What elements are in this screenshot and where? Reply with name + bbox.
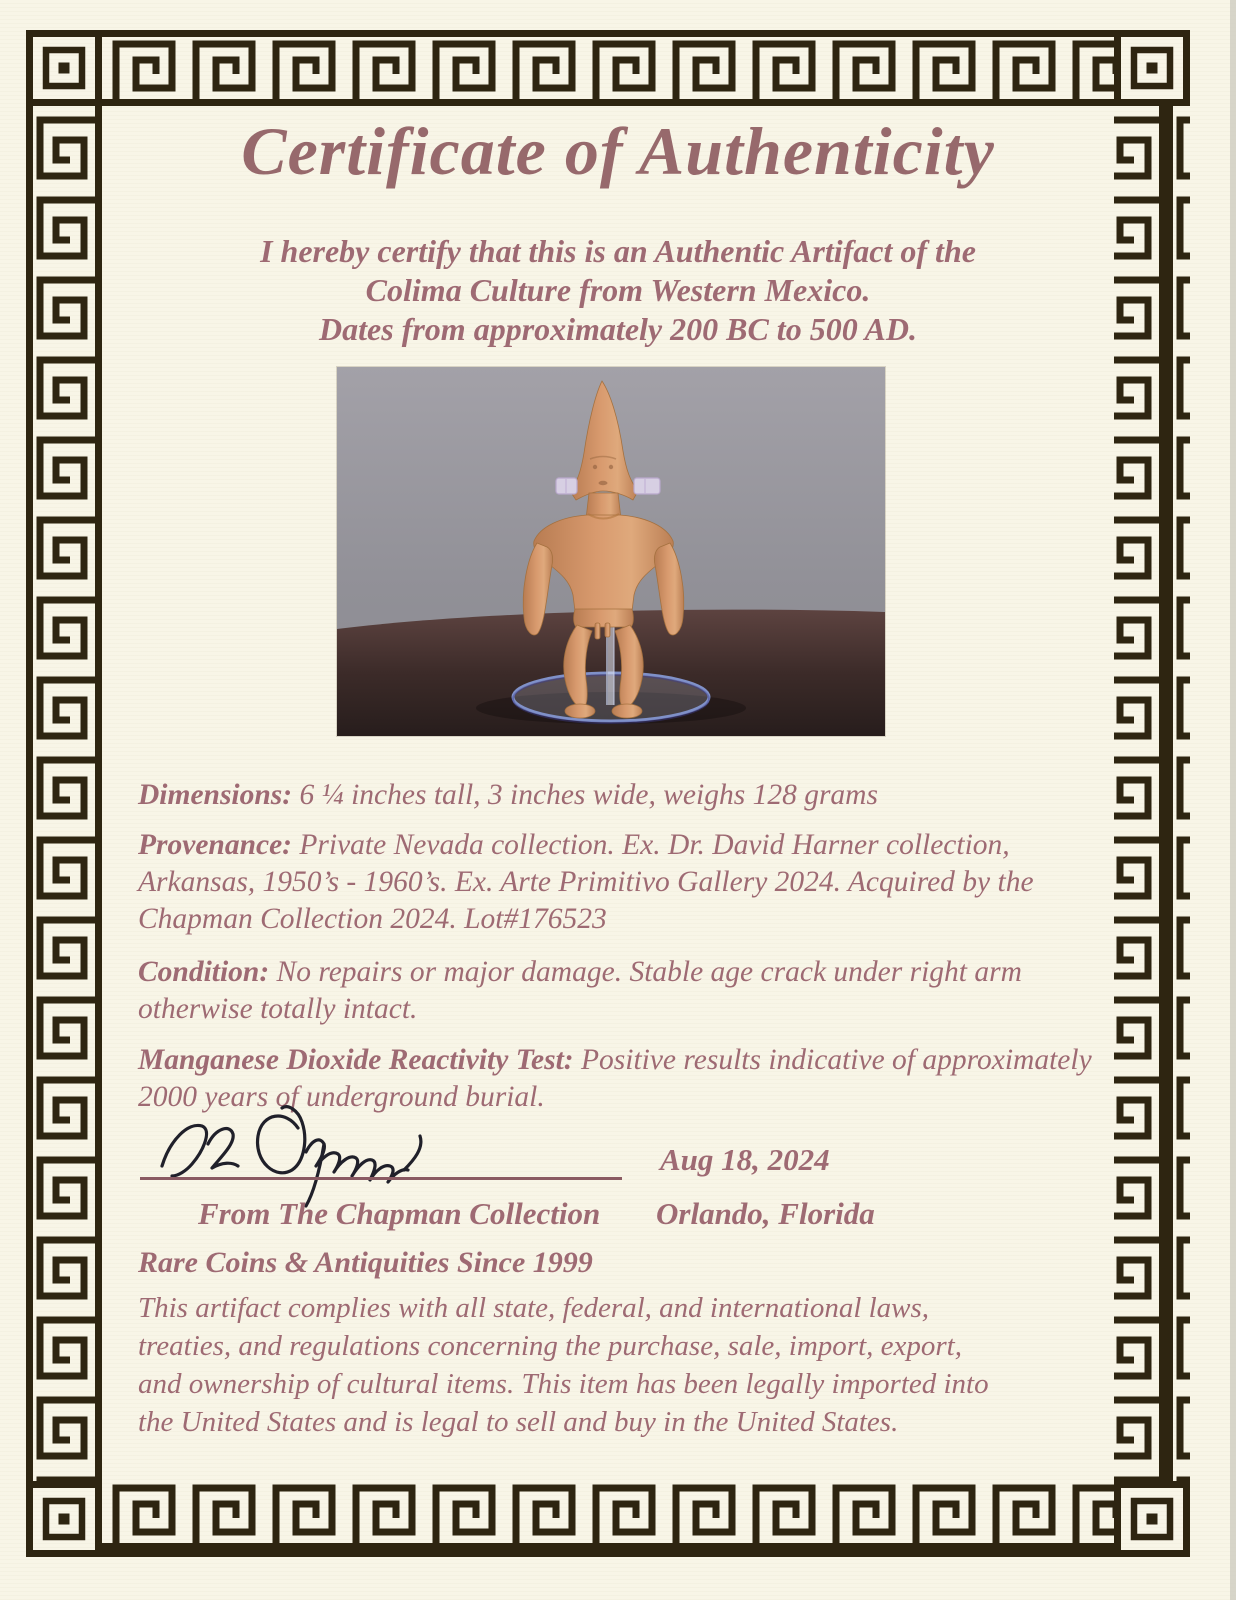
- statement-line-1: I hereby certify that this is an Authentic Artifact of the: [260, 233, 976, 269]
- manganese-test-label: Manganese Dioxide Reactivity Test:: [138, 1043, 574, 1076]
- artifact-photo: [337, 367, 885, 736]
- certificate-title: Certificate of Authenticity: [241, 113, 995, 189]
- signature-location: Orlando, Florida: [656, 1196, 875, 1231]
- signature-from: From The Chapman Collection: [198, 1196, 601, 1231]
- provenance-label: Provenance:: [138, 828, 293, 861]
- condition-label: Condition:: [138, 955, 270, 988]
- section-condition: [138, 954, 1113, 1028]
- manganese-test-text: Positive results indicative of approximately 2000 years of underground burial.: [138, 1043, 1092, 1113]
- signature-line: [140, 1177, 622, 1180]
- provenance-text: Private Nevada collection. Ex. Dr. David Harner collection, Arkansas, 1950’s - 1960’s. Ex. Arte Primitivo Gallery 2024. Acquired by the Chapman Collection 2024. Lot#176523: [138, 828, 1034, 935]
- dimensions-text: 6 ¼ inches tall, 3 inches wide, weighs 128 grams: [292, 778, 878, 811]
- company-tagline: Rare Coins & Antiquities Since 1999: [138, 1246, 593, 1279]
- certification-statement: [0, 232, 1236, 349]
- statement-line-2: Colima Culture from Western Mexico.: [365, 272, 871, 308]
- scan-edge-artifact: [1230, 0, 1236, 1600]
- legal-line-3: and ownership of cultural items. This item has been legally imported into: [138, 1368, 989, 1400]
- legal-line-4: the United States and is legal to sell and buy in the United States.: [138, 1406, 899, 1438]
- signature-date: Aug 18, 2024: [660, 1142, 830, 1177]
- dimensions-label: Dimensions:: [138, 778, 293, 811]
- condition-text: No repairs or major damage. Stable age crack under right arm otherwise totally intact.: [138, 955, 1022, 1025]
- legal-line-2: treaties, and regulations concerning the purchase, sale, import, export,: [138, 1330, 962, 1362]
- statement-line-3: Dates from approximately 200 BC to 500 AD.: [319, 311, 917, 347]
- handwritten-signature-icon: [148, 1088, 448, 1210]
- legal-compliance-text: [138, 1289, 1128, 1441]
- section-provenance: [138, 827, 1113, 938]
- section-dimensions: [138, 777, 1113, 814]
- legal-line-1: This artifact complies with all state, federal, and international laws,: [138, 1292, 930, 1324]
